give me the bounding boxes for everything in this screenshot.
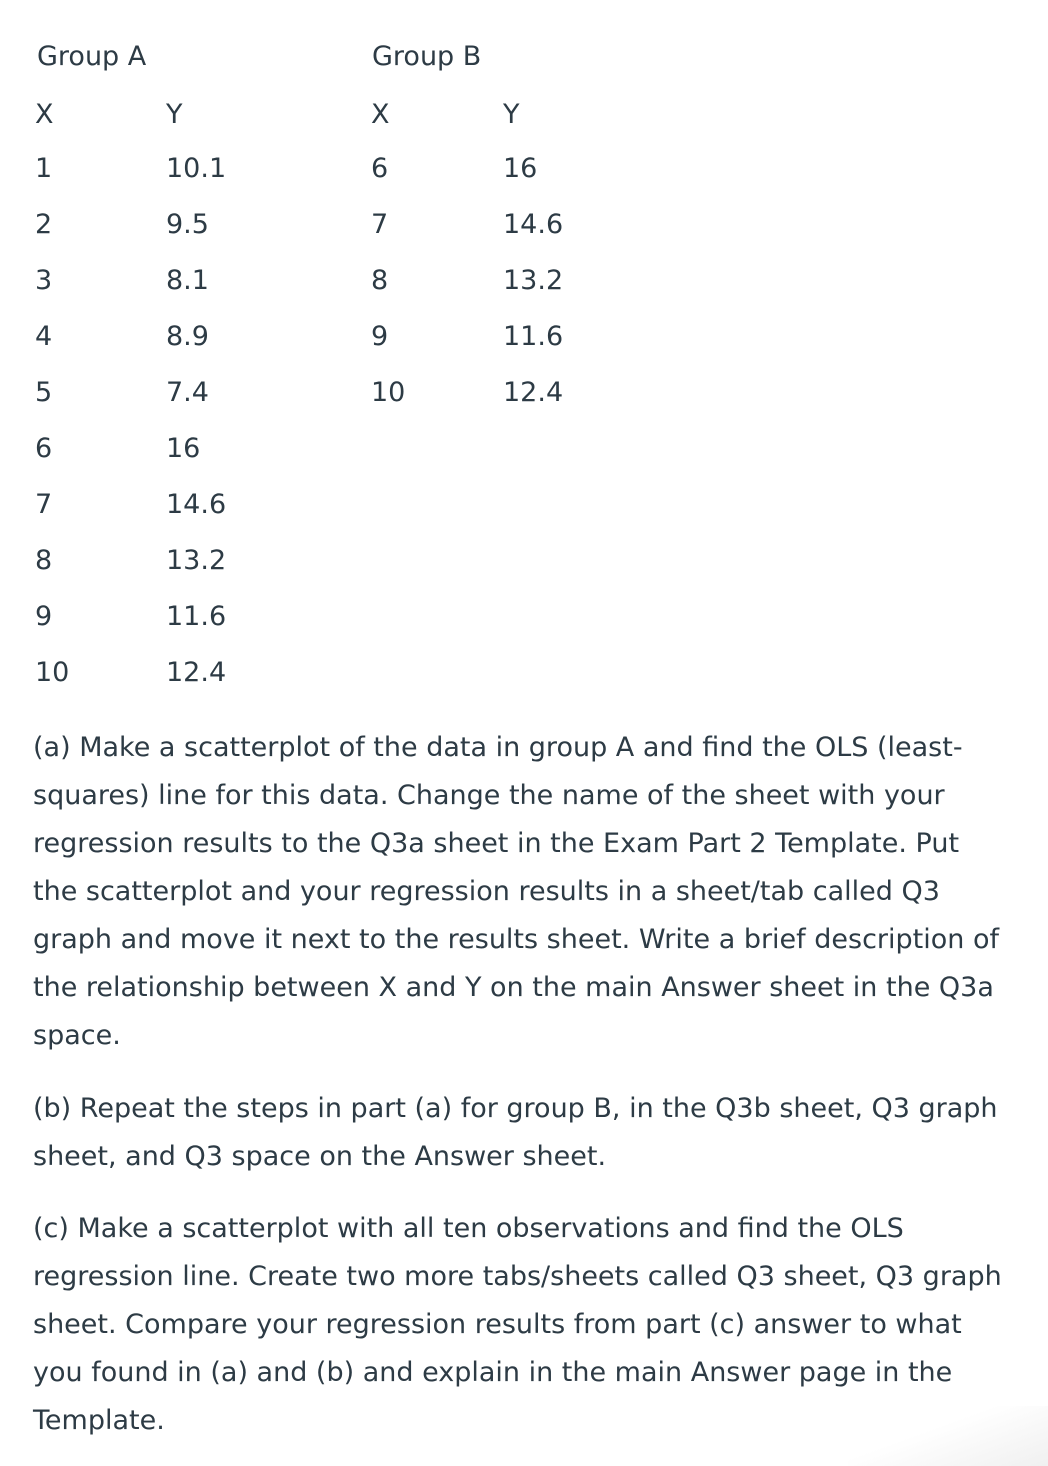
group-a-x-header: X — [35, 99, 54, 130]
group-a-x-value: 3 — [35, 265, 53, 296]
group-b-y-value: 14.6 — [503, 209, 564, 240]
group-b-x-value: 10 — [371, 377, 406, 408]
group-b-title: Group B — [372, 41, 482, 72]
group-a-y-value: 14.6 — [166, 489, 227, 520]
group-a-x-value: 8 — [35, 545, 53, 576]
question-c: (c) Make a scatterplot with all ten observations and find the OLS regression line. Create two more tabs/sheets called Q3 sheet, Q3 graph sheet. Compare your regression results from part (c) answer to what you found in (a) and (b) and explain in the main Answer page in the Template. — [33, 1213, 1002, 1436]
group-b-x-header: X — [371, 99, 390, 130]
group-b-x-value: 7 — [371, 209, 389, 240]
group-b-y-header: Y — [503, 99, 520, 130]
group-a-x-value: 7 — [35, 489, 53, 520]
group-a-x-value: 9 — [35, 601, 53, 632]
group-a-title: Group A — [37, 41, 147, 72]
group-a-y-value: 10.1 — [166, 153, 227, 184]
group-b-y-value: 16 — [503, 153, 538, 184]
group-b-x-value: 9 — [371, 321, 389, 352]
group-a-y-value: 11.6 — [166, 601, 227, 632]
group-a-x-value: 6 — [35, 433, 53, 464]
group-b-x-value: 6 — [371, 153, 389, 184]
question-b: (b) Repeat the steps in part (a) for group B, in the Q3b sheet, Q3 graph sheet, and Q3 space on the Answer sheet. — [33, 1093, 998, 1172]
group-a-y-value: 8.1 — [166, 265, 209, 296]
group-a-x-value: 1 — [35, 153, 53, 184]
group-a-x-value: 10 — [35, 657, 70, 688]
group-a-x-value: 5 — [35, 377, 53, 408]
group-b-y-value: 11.6 — [503, 321, 564, 352]
group-a-x-value: 2 — [35, 209, 53, 240]
group-a-y-value: 7.4 — [166, 377, 209, 408]
group-b-y-value: 13.2 — [503, 265, 564, 296]
group-a-x-value: 4 — [35, 321, 53, 352]
group-a-y-header: Y — [166, 99, 183, 130]
group-a-y-value: 13.2 — [166, 545, 227, 576]
question-a: (a) Make a scatterplot of the data in group A and find the OLS (least-squares) line for this data. Change the name of the sheet with your regression results to the Q3a sheet in the Exam Part 2 Template. Put the scatterplot and your regression results in a sheet/tab called Q3 graph and move it next to the results sheet. Write a brief description of the relationship between X and Y on the main Answer sheet in the Q3a space. — [33, 732, 999, 1051]
group-a-y-value: 16 — [166, 433, 201, 464]
group-b-x-value: 8 — [371, 265, 389, 296]
group-b-y-value: 12.4 — [503, 377, 564, 408]
group-a-y-value: 9.5 — [166, 209, 209, 240]
group-a-y-value: 8.9 — [166, 321, 209, 352]
group-a-y-value: 12.4 — [166, 657, 227, 688]
